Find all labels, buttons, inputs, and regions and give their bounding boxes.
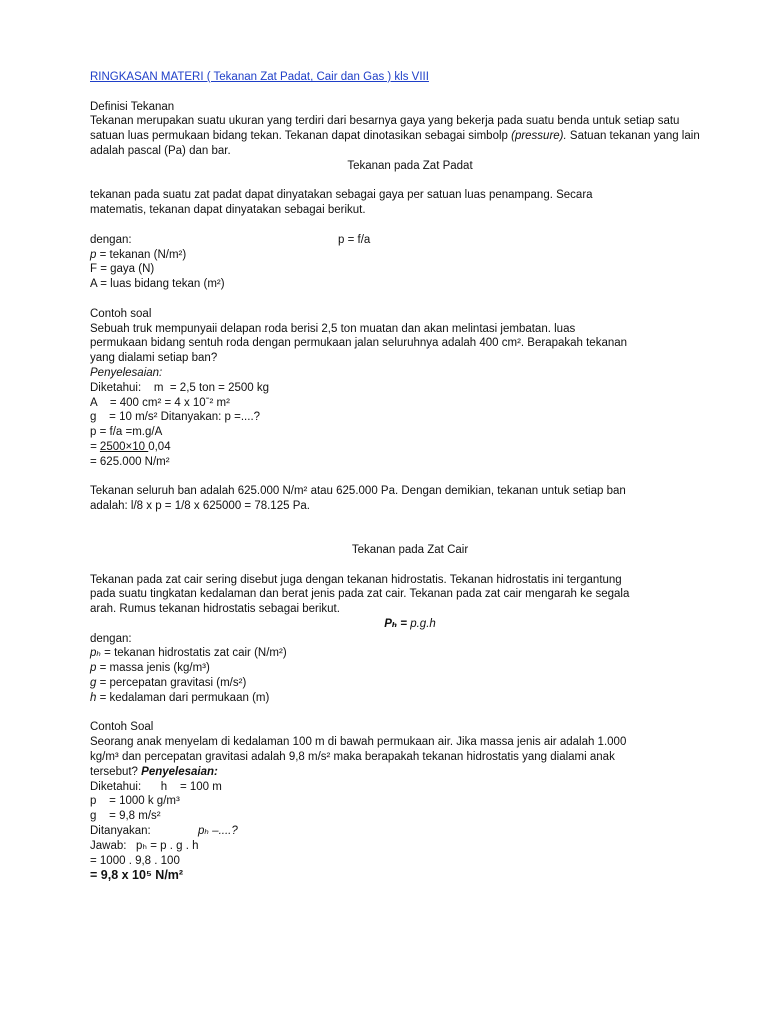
cair-solution-1: Diketahui: h = 100 m: [90, 780, 222, 793]
definisi-line-1: Tekanan merupakan suatu ukuran yang terdiri dari besarnya gaya yang bekerja pada suatu benda untuk setiap satu: [90, 115, 680, 128]
definisi-line-3: adalah pascal (Pa) dan bar.: [90, 144, 231, 157]
padat-solution-6: = 625.000 N/m²: [90, 455, 170, 468]
padat-formula: p = f/a: [338, 233, 371, 246]
padat-solution-1: Diketahui: m = 2,5 ton = 2500 kg: [90, 381, 269, 394]
padat-contoh-line-2: permukaan bidang sentuh roda dengan permukaan jalan seluruhnya adalah 400 cm². Berapakah tekanan: [90, 337, 628, 350]
padat-solution-5: = 2500×10 0,04: [90, 440, 171, 453]
cair-var-4: h = kedalaman dari permukaan (m): [90, 691, 270, 704]
padat-contoh-line-1: Sebuah truk mempunyaii delapan roda berisi 2,5 ton muatan dan akan melintasi jembatan. luas: [90, 322, 576, 335]
padat-contoh-heading: Contoh soal: [90, 307, 152, 320]
padat-var-2: F = gaya (N): [90, 263, 155, 276]
cair-solution-2: p = 1000 k g/m³: [90, 795, 180, 808]
cair-var-3: g = percepatan gravitasi (m/s²): [90, 677, 247, 690]
cair-var-2: p = massa jenis (kg/m³): [90, 662, 210, 675]
padat-solution-2: A = 400 cm² = 4 x 10ˉ² m²: [90, 396, 230, 409]
padat-var-3: A = luas bidang tekan (m²): [90, 278, 225, 291]
cair-solution-3: g = 9,8 m/s²: [90, 810, 161, 823]
cair-contoh-line-2: kg/m³ dan percepatan gravitasi adalah 9,8 m/s² maka berapakah tekanan hidrostatis yang dialami anak: [90, 751, 615, 764]
padat-heading: Tekanan pada Zat Padat: [347, 159, 473, 172]
cair-contoh-line-1: Seorang anak menyelam di kedalaman 100 m di bawah permukaan air. Jika massa jenis air adalah 1.000: [90, 736, 627, 749]
padat-formula-row: dengan: p = f/a: [90, 233, 371, 246]
document-title-link[interactable]: RINGKASAN MATERI ( Tekanan Zat Padat, Cair dan Gas ) kls VIII: [90, 71, 429, 83]
cair-solution-4: Ditanyakan: pₕ –....?: [90, 825, 238, 838]
cair-var-1: pₕ = tekanan hidrostatis zat cair (N/m²): [90, 647, 287, 660]
cair-dengan: dengan:: [90, 632, 132, 645]
padat-paragraph-1: tekanan pada suatu zat padat dapat dinyatakan sebagai gaya per satuan luas penampang. Secara: [90, 189, 593, 202]
padat-solution-3: g = 10 m/s² Ditanyakan: p =....?: [90, 411, 261, 424]
cair-formula: Pₕ = p.g.h: [384, 617, 436, 630]
cair-paragraph-1: Tekanan pada zat cair sering disebut juga dengan tekanan hidrostatis. Tekanan hidrostatis ini tergantung: [90, 573, 622, 586]
padat-solution-4: p = f/a =m.g/A: [90, 426, 163, 439]
definisi-heading: Definisi Tekanan: [90, 100, 175, 113]
cair-solution-5: Jawab: pₕ = p . g . h: [90, 839, 199, 852]
document-page: [90, 70, 730, 883]
cair-paragraph-2: pada suatu tingkatan kedalaman dan berat jenis pada zat cair. Tekanan pada zat cair mengarah ke segala: [90, 588, 630, 601]
padat-kesimpulan-2: adalah: l/8 x p = 1/8 x 625000 = 78.125 Pa.: [90, 500, 310, 513]
padat-var-1: p = tekanan (N/m²): [90, 248, 187, 261]
padat-paragraph-2: matematis, tekanan dapat dinyatakan sebagai berikut.: [90, 204, 366, 217]
cair-paragraph-3: arah. Rumus tekanan hidrostatis sebagai berikut.: [90, 603, 340, 616]
padat-kesimpulan-1: Tekanan seluruh ban adalah 625.000 N/m² atau 625.000 Pa. Dengan demikian, tekanan untuk setiap ban: [90, 485, 626, 498]
cair-penyelesaian: Penyelesaian:: [141, 765, 218, 778]
padat-penyelesaian: Penyelesaian:: [90, 366, 163, 379]
cair-heading: Tekanan pada Zat Cair: [351, 543, 469, 556]
cair-solution-final: = 9,8 x 10⁵ N/m²: [90, 868, 184, 883]
cair-solution-6: = 1000 . 9,8 . 100: [90, 854, 180, 867]
padat-contoh-line-3: yang dialami setiap ban?: [90, 352, 218, 365]
cair-contoh-heading: Contoh Soal: [90, 721, 154, 734]
definisi-line-2: satuan luas permukaan bidang tekan. Tekanan dapat dinotasikan sebagai simbolp (pressure). Satuan tekanan yang lain: [90, 130, 700, 143]
cair-contoh-line-3: tersebut? Penyelesaian:: [90, 765, 218, 778]
